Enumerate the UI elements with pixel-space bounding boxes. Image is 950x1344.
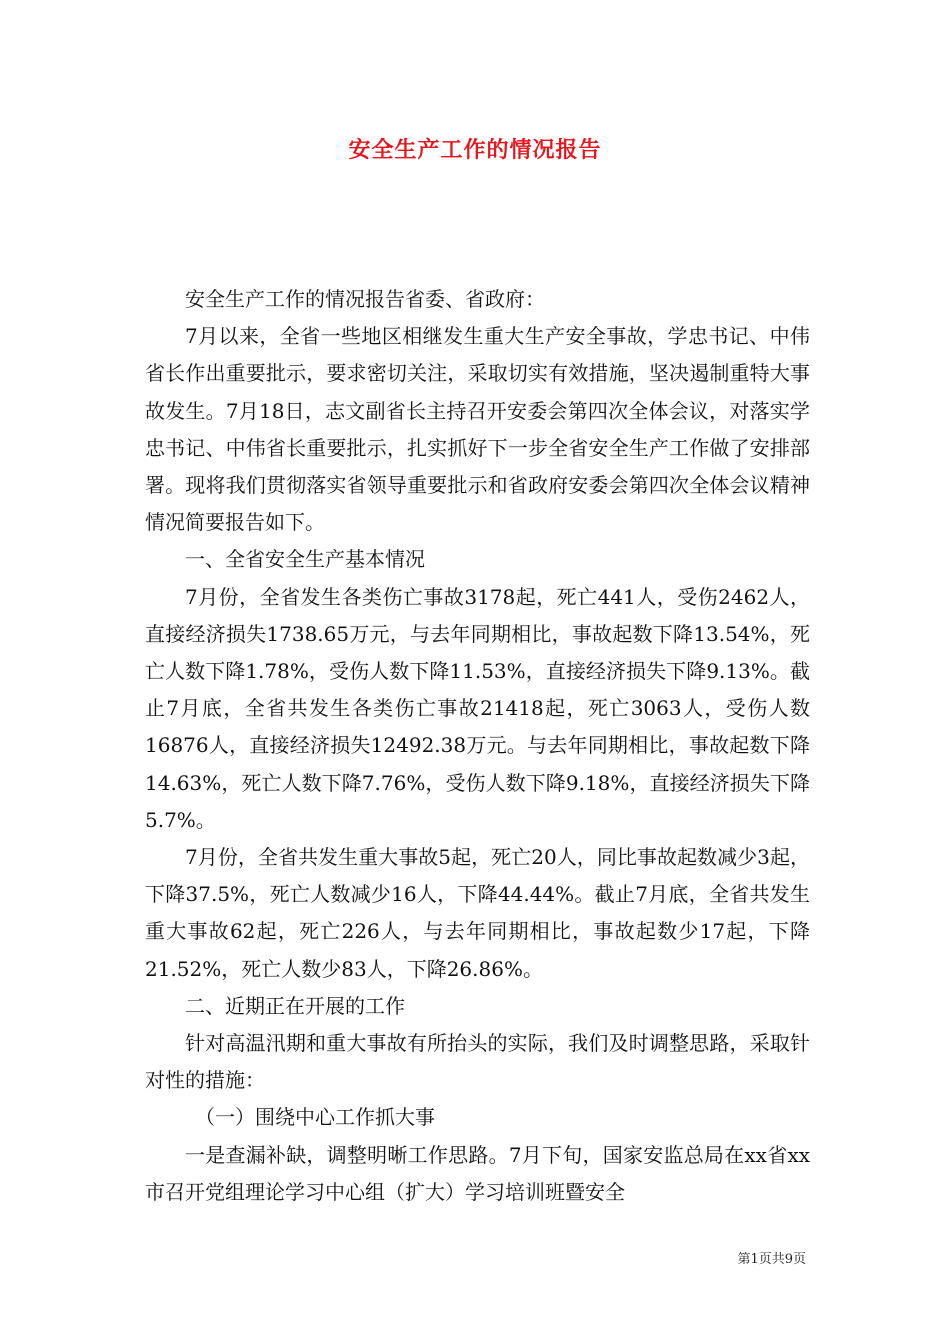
sub-heading-1: （一）围绕中心工作抓大事: [195, 1105, 435, 1130]
statistics-paragraph: 7月份，全省发生各类伤亡事故3178起，死亡441人，受伤2462人，直接经济损失1738.65万元，与去年同期相比，事故起数下降13.54%，死亡人数下降1.78%，受伤人数下降11.53%，直接经济损失下降9.13%。截止7月底，全省共发生各类伤亡事故21418起，死亡3063人，受伤人数16876人，直接经济损失12492.38万元。与去年同期相比，事故起数下降14.63%，死亡人数下降7.76%，受伤人数下降9.18%，直接经济损失下降5.7%。: [145, 584, 810, 832]
section-heading-2: 二、近期正在开展的工作: [185, 993, 405, 1018]
salutation: 安全生产工作的情况报告省委、省政府：: [185, 287, 545, 311]
major-accidents-paragraph: 7月份，全省共发生重大事故5起，死亡20人，同比事故起数减少3起，下降37.5%，死亡人数减少16人，下降44.44%。截止7月底，全省共发生重大事故62起，死亡226人，与去年同期相比，事故起数少17起，下降21.52%，死亡人数少83人，下降26.86%。: [145, 845, 810, 981]
measures-paragraph: 针对高温汛期和重大事故有所抬头的实际，我们及时调整思路，采取针对性的措施：: [145, 1031, 810, 1093]
document-body: [145, 281, 810, 1211]
section-heading-1: 一、全省安全生产基本情况: [185, 547, 425, 572]
page-number: 第1页共9页: [737, 1252, 806, 1267]
intro-paragraph: 7月以来，全省一些地区相继发生重大生产安全事故，学忠书记、中伟省长作出重要批示，要求密切关注，采取切实有效措施，坚决遏制重特大事故发生。7月18日，志文副省长主持召开安委会第四次全体会议，对落实学忠书记、中伟省长重要批示，扎实抓好下一步全省安全生产工作做了安排部署。现将我们贯彻落实省领导重要批示和省政府安委会第四次全体会议精神情况简要报告如下。: [145, 324, 810, 535]
document-title: 安全生产工作的情况报告: [348, 137, 602, 163]
work-paragraph: 一是查漏补缺，调整明晰工作思路。7月下旬，国家安监总局在xx省xx市召开党组理论学习中心组（扩大）学习培训班暨安全: [145, 1142, 810, 1204]
